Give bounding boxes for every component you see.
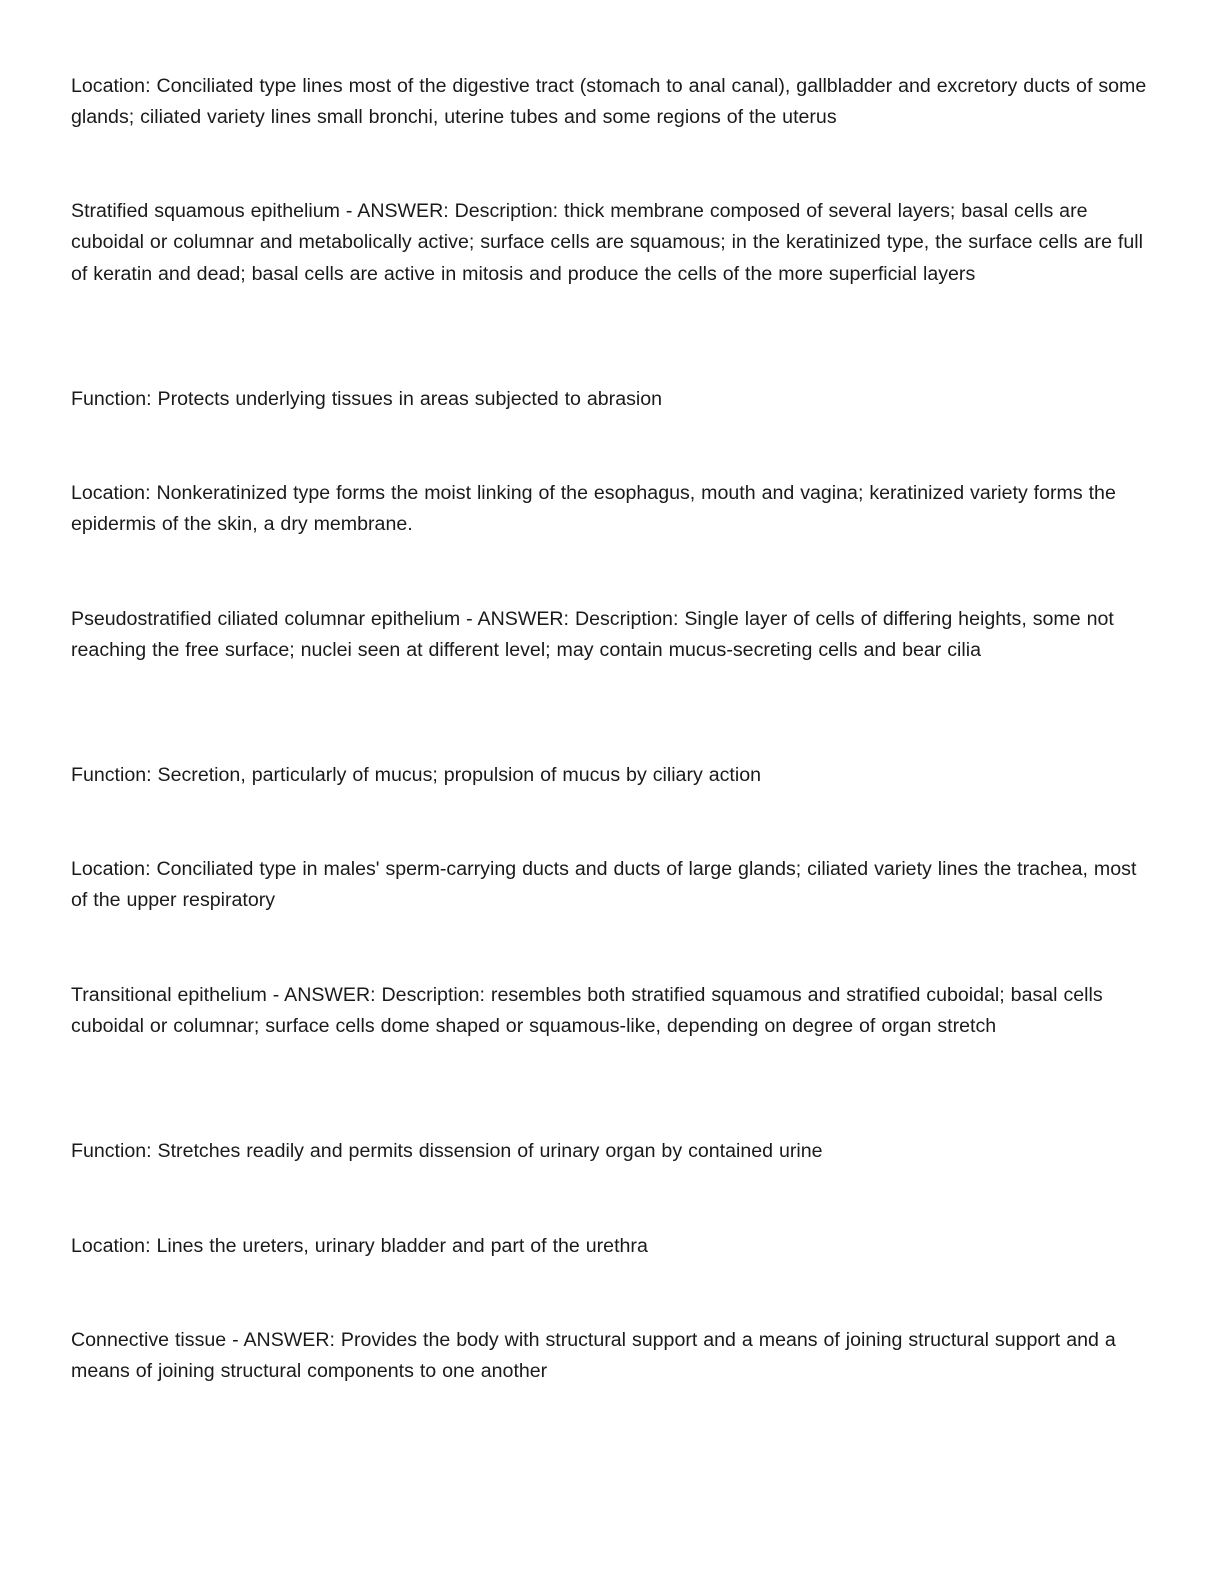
paragraph-transitional-function: Function: Stretches readily and permits dissension of urinary organ by contained urine [71, 1140, 823, 1162]
paragraph-stratified-squamous-location: Location: Nonkeratinized type forms the moist linking of the esophagus, mouth and vagina; keratinized variety forms the epidermis of the skin, a dry membrane. [71, 482, 1116, 536]
paragraph-pseudostratified-function: Function: Secretion, particularly of mucus; propulsion of mucus by ciliary action [71, 764, 761, 786]
paragraph-stratified-squamous-description: Stratified squamous epithelium - ANSWER: Description: thick membrane composed of several layers; basal cells are cuboidal or columnar and metabolically active; surface cells are squamous; in the keratinized type, the surface cells are full of keratin and dead; basal cells are active in mitosis and produce the cells of the more superficial layers [71, 200, 1143, 285]
paragraph-transitional-location: Location: Lines the ureters, urinary bladder and part of the urethra [71, 1235, 648, 1257]
paragraph-pseudostratified-location: Location: Conciliated type in males' sperm-carrying ducts and ducts of large glands; ciliated variety lines the trachea, most of the upper respiratory [71, 858, 1137, 912]
paragraph-pseudostratified-description: Pseudostratified ciliated columnar epithelium - ANSWER: Description: Single layer of cells of differing heights, some not reaching the free surface; nuclei seen at different level; may contain mucus-secreting cells and bear cilia [71, 608, 1114, 662]
paragraph-location-simple-columnar: Location: Conciliated type lines most of the digestive tract (stomach to anal canal), gallbladder and excretory ducts of some glands; ciliated variety lines small bronchi, uterine tubes and some regions of the uterus [71, 75, 1147, 129]
paragraph-connective-tissue: Connective tissue - ANSWER: Provides the body with structural support and a means of joining structural support and a means of joining structural components to one another [71, 1329, 1116, 1383]
paragraph-stratified-squamous-function: Function: Protects underlying tissues in areas subjected to abrasion [71, 388, 663, 410]
paragraph-transitional-description: Transitional epithelium - ANSWER: Description: resembles both stratified squamous and stratified cuboidal; basal cells cuboidal or columnar; surface cells dome shaped or squamous-like, depending on degree of organ stretch [71, 984, 1103, 1038]
